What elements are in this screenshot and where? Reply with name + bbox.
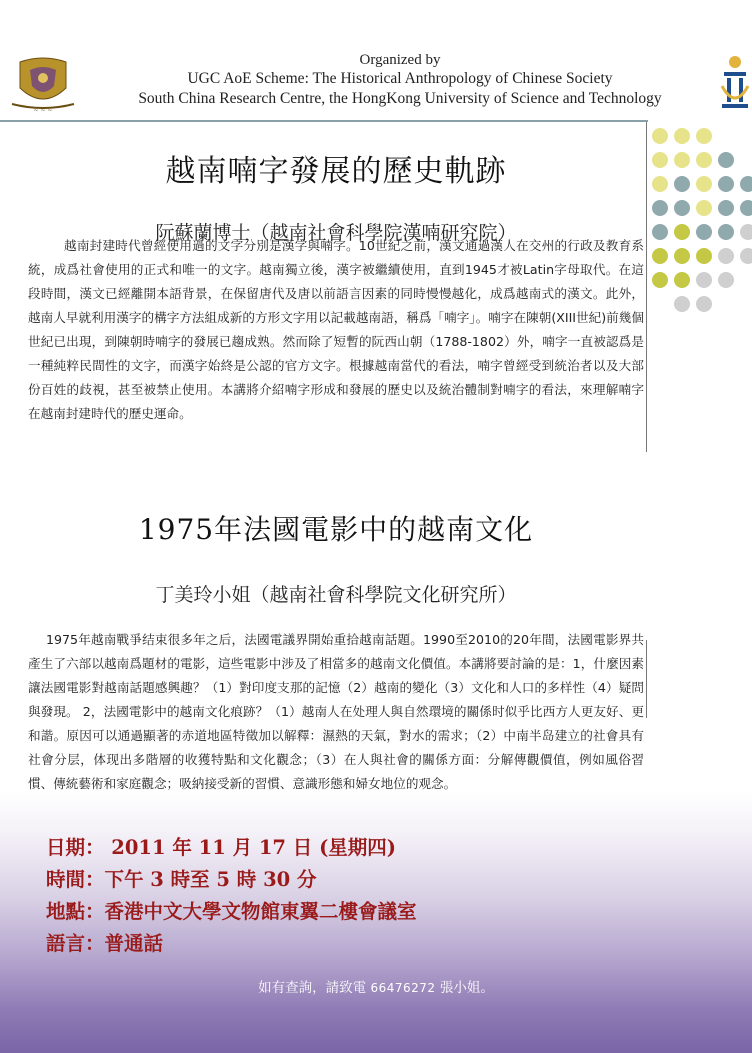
header-divider [0,120,648,122]
contact-line [0,976,752,996]
event-venue: 地點：香港中文大學文物館東翼二樓會議室 [46,900,417,923]
right-border-line-lower [646,640,647,718]
event-time: 時間：下午 3 時至 5 時 30 分 [46,868,317,891]
talk2-title: 1975年法國電影中的越南文化 [138,513,534,546]
talk2-abstract: 1975年越南戰爭结束很多年之后，法國電議界開始重拾越南話題。1990至2010的20年間，法國電影界共產生了六部以越南爲題材的電影，這些電影中涉及了相當多的越南文化價值。本講將要討論的是：1，什麼因素讓法國電影對越南話題感興趣？（1）對印度支那的記憶（2）越南的變化（3）文化和人口的多样性（4）疑問與發現。 2，法國電影中的越南文化痕跡？（1）越南人在处理人與自然環境的關係时似乎比西方人更友好、更和諧。原因可以通過顯著的赤道地區特徵加以解釋：濕熱的天氣，對水的需求；（2）中南半岛建立的社會具有社會分层，体现出多階層的收獲特點和文化觀念；（3）在人與社會的關係方面：分解傳觀價值，例如風俗習慣、傳統藝術和家庭觀念；吸納接受新的習慣、意識形態和婦女地位的观念。 [28,632,644,791]
event-date: 日期： 2011 年 11 月 17 日 (星期四) [46,836,397,859]
talk1-title: 越南喃字發展的歷史軌跡 [165,154,507,189]
contact-suffix: 張小姐。 [439,980,494,996]
talk1-speaker: 阮蘇蘭博士（越南社會科學院漢喃研究院） [155,222,517,244]
organizer-centre-line: South China Research Centre, the HongKong University of Science and Technology [138,90,662,107]
organized-by-line: Organized by [359,52,441,68]
svg-text:~ ~ ~: ~ ~ ~ [33,107,53,114]
hkust-emblem-icon [718,52,752,116]
organizer-scheme-line: UGC AoE Scheme: The Historical Anthropology of Chinese Society [187,70,613,87]
event-language: 語言：普通話 [46,932,164,955]
header [0,46,752,120]
contact-phone: 66476272 [370,981,436,995]
talk2-speaker: 丁美玲小姐（越南社會科學院文化研究所） [155,584,517,606]
talk1-abstract: 越南封建時代曾經使用過的文字分別是漢字與喃字。10世紀之前，漢文通過漢人在交州的行政及教育系統，成爲社會使用的正式和唯一的文字。越南獨立後，漢字被繼續使用，直到1945才被Latin字母取代。在這段時間，漢文已經離開本語背景，在保留唐代及唐以前語言因素的同時慢慢越化，成爲越南式的漢文。此外，越南人早就利用漢字的構字方法組成新的方形文字用以記載越南語，稱爲「喃字」。喃字在陳朝(XIII世紀)前幾個世紀已出現，到陳朝時喃字的發展已趨成熟。然而除了短暫的阮西山朝（1788-1802）外，喃字一直被認爲是一種純粹民間性的文字，而漢字始終是公認的官方文字。根據越南當代的看法，喃字曾經受到統治者以及大部份百姓的歧視，甚至被禁止使用。本講將介紹喃字形成和發展的歷史以及統治體制對喃字的看法，來理解喃字在越南封建時代的歷史運命。 [28,238,644,421]
contact-prefix: 如有查詢，請致電 [258,980,367,996]
